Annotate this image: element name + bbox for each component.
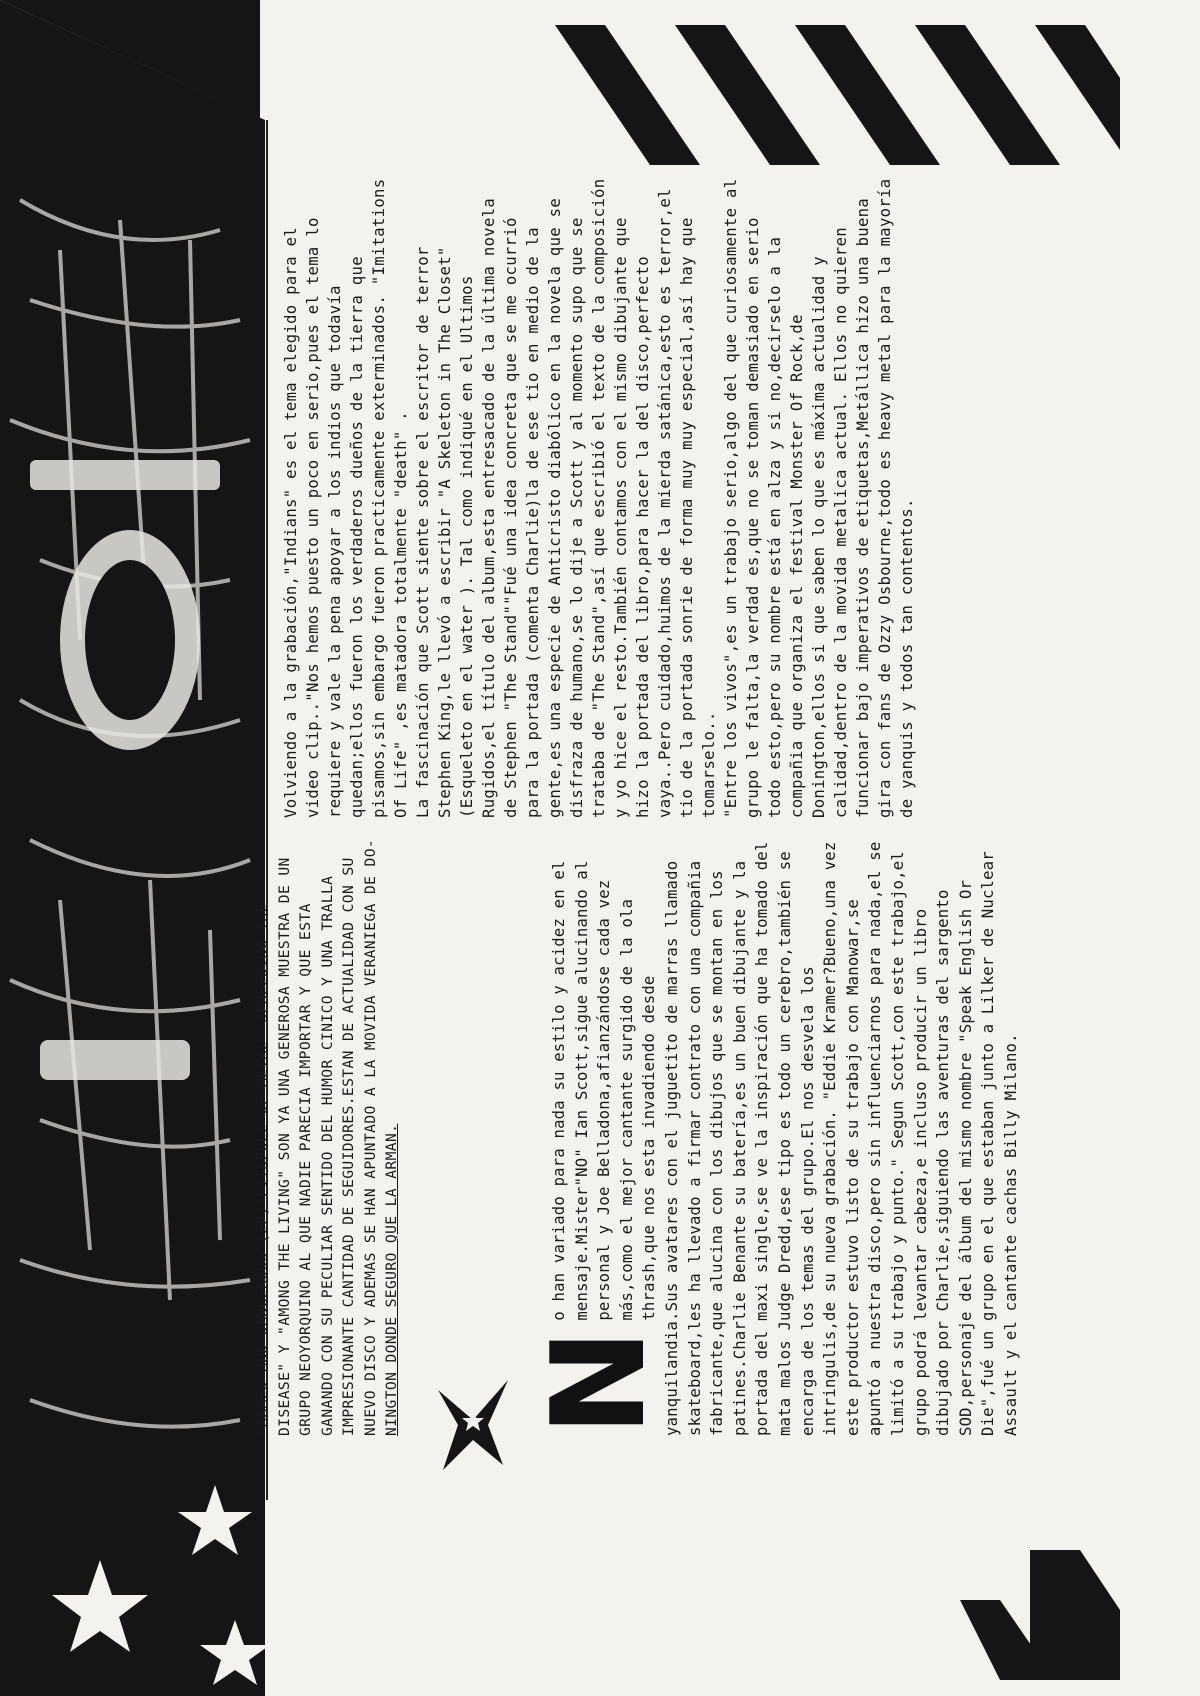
paragraph: La fascinación que Scott siente sobre el escritor de terror Stephen King,le llevó a escribir "A Skeleton in The Closet"(Esqueleto en el water ). Tal como indiqué en el Ultimos Rugidos,el título del album,esta entresacado de la última novela de Stephen "The Stand""Fué una idea concreta que se me ocurrió para la portada (comenta Charlie)la de ese tio en medio de la gente,es una especie de Anticristo diabólico en la novela que se disfraza de humano,se lo dije a Scott y al momento supo que se trataba de "The Stand",así que escribió el texto de la composición y yo hice el resto.También contamos con el mismo dibujante que hizo la portada del libro,para hacer la del disco,perfecto vaya..Pero cuidado,huimos de la mierda satánica,esto es terror,el tio de la portada sonrie de forma muy muy especial,así hay que tomarselo.. bbox=[414, 178, 718, 818]
article-text: o han variado para nada su estilo y acidez en el mensaje.Mister"NO" Ian Scott,sigue alucinando al personal y Joe Belladona,afianzándose cada vez más,como el mejor cantante surgido de la ola thrash,que nos esta invadiendo desde yanquilandia.Sus avatares con el juguetito de marras llamado skateboard,les ha llevado a firmar contrato con una compañia fabricante,que alucina con los dibujos que se montan en los patines.Charlie Benante su batería,es un buen dibujante y la portada del maxi single,se ve la inspiración que ha tomado del mata malos Judge Dredd,ese tipo es todo un cerebro,también se encarga de los temas del grupo.El nos desvela los intringulis,de su nueva grabación. "Eddie Kramer?Bueno,una vez este productor estuvo listo de su trabajo con Manowar,se apuntó a nuestra disco,pero sin influenciarnos para nada,el se limitó a su trabajo y punto." Segun Scott,con este trabajo,el grupo podrá levantar cabeza,e incluso producir un libro dibujado por Charlie,siguiendo las aventuras del sargento SOD,personaje del álbum del mismo nombre "Speak English Or Die",fué un grupo en el que estaban junto a Lilker de Nuclear Assault y el cantante cachas Billy Milano. bbox=[550, 841, 1020, 1436]
intro-blurb bbox=[252, 836, 403, 1436]
intro-text: "ARMED AND DANGEROUS"(EP)"FITSFULL OF METAL""SPREEDING THE DISEASE" Y "AMONG THE LIVING" SON YA UNA GENEROSA MUESTRA DE UN GRUPO NEOYORQUINO AL QUE NADIE PARECIA IMPORTAR Y QUE ESTA GANANDO CON SU PECULIAR SENTIDO DEL HUMOR CINICO Y UNA TRALLA IMPRESIONANTE CANTIDAD DE SEGUIDORES.ESTAN DE ACTUALIDAD CON SU NUEVO DISCO Y ADEMAS SE HAN APUNTADO A LA MOVIDA VERANIEGA DE DO- bbox=[254, 838, 379, 1436]
eagle-icon bbox=[428, 1370, 518, 1480]
article-body bbox=[525, 836, 1022, 1436]
paragraph: Volviendo a la grabación,"Indians" es el tema elegido para el video clip.."Nos hemos puesto un poco en serio,pues el tema lo requiere y vale la pena apoyar a los indios que todavía quedan;ellos fueron los verdaderos dueños de la tierra que pisamos,sin embargo fueron practicamente exterminados. "Imitations Of Life" ,es matadora totalmente "death" . bbox=[282, 178, 410, 818]
article-continuation bbox=[280, 178, 918, 818]
drop-cap: N bbox=[525, 1328, 674, 1436]
paragraph: "Entre los vivos",es un trabajo serio,algo del que curiosamente al grupo le falta,la verdad es,que no se toman demasiado en serio todo esto,pero su nombre está en alza y si no,decirselo a la compañia que organiza el festival Monster Of Rock,de Donington,ellos si que saben lo que es máxima actualidad y calidad,dentro de la movida metalica actual. Ellos no quieren funcionar bajo imperativos de etiquetas,Metállica hizo una buena gira con fans de Ozzy Osbourne,todo es heavy metal para la mayoría de yanquis y todos tan contentos. bbox=[722, 178, 916, 818]
intro-underlined-text: NINGTON DONDE SEGURO QUE LA ARMAN. bbox=[383, 1123, 400, 1436]
